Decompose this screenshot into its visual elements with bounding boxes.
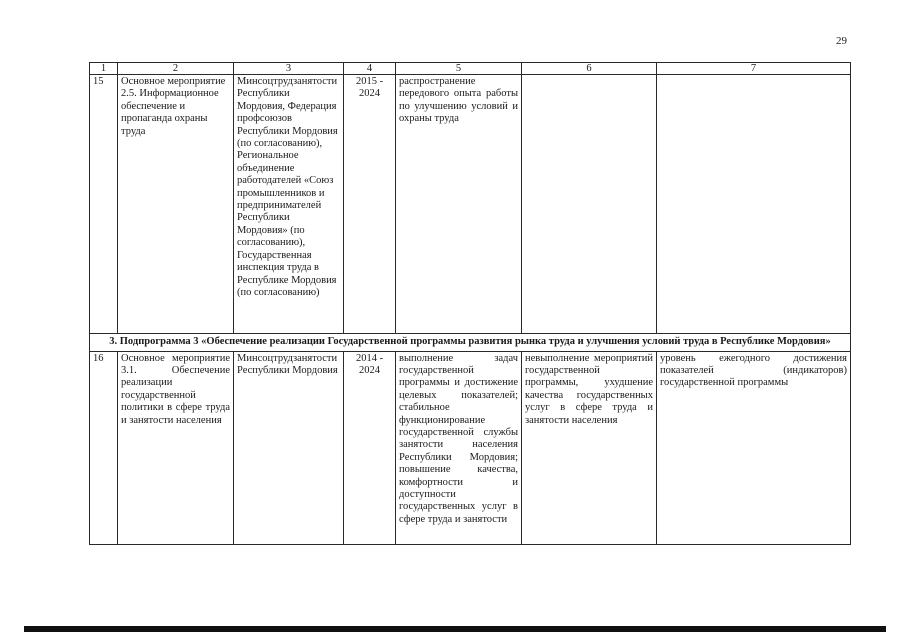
period-cell: 2015 - 2024 [344, 75, 396, 334]
header-cell: 5 [396, 63, 522, 75]
header-cell: 2 [118, 63, 234, 75]
section-row [90, 334, 851, 352]
result-cell: распространение передового опыта работы по улучшению условий и охраны труда [396, 75, 522, 334]
header-cell: 3 [234, 63, 344, 75]
indicators-cell: уровень ежегодного достижения показателей (индикаторов) государственной программы [657, 351, 851, 544]
table-row [90, 75, 851, 334]
table-header-row [90, 63, 851, 75]
row-number: 15 [90, 75, 118, 334]
activity-cell: Основное мероприятие 2.5. Информационное обеспечение и пропаганда охраны труда [118, 75, 234, 334]
executors-cell: Минсоцтрудзанятости Республики Мордовия, Федерация профсоюзов Республики Мордовия (по согласованию), Региональное объединение работодателей «Союз промышленников и предпринимателей Республики Мордовия» (по согласованию), Государственная инспекция труда в Республике Мордовия (по согласованию) [234, 75, 344, 334]
executors-cell: Минсоцтрудзанятости Республики Мордовия [234, 351, 344, 544]
table-row [90, 351, 851, 544]
consequences-cell: невыполнение мероприятий государственной программы, ухудшение качества государственных услуг в сфере труда и занятости населения [522, 351, 657, 544]
row-number: 16 [90, 351, 118, 544]
period-cell: 2014 - 2024 [344, 351, 396, 544]
activity-cell: Основное мероприятие 3.1. Обеспечение реализации государственной политики в сфере труда и занятости населения [118, 351, 234, 544]
header-cell: 6 [522, 63, 657, 75]
indicators-cell [657, 75, 851, 334]
consequences-cell [522, 75, 657, 334]
scan-edge-bar [24, 626, 886, 632]
header-cell: 1 [90, 63, 118, 75]
header-cell: 4 [344, 63, 396, 75]
result-cell: выполнение задач государственной программы и достижение целевых показателей; стабильное функционирование государственной службы занятости населения Республики Мордовия; повышение качества, комфортности и доступности государственных услуг в сфере труда и занятости [396, 351, 522, 544]
program-table [89, 62, 851, 545]
header-cell: 7 [657, 63, 851, 75]
section-title: 3. Подпрограмма 3 «Обеспечение реализации Государственной программы развития рынка труда и улучшения условий труда в Республике Мордовия» [90, 334, 851, 352]
page-number: 29 [836, 35, 847, 47]
